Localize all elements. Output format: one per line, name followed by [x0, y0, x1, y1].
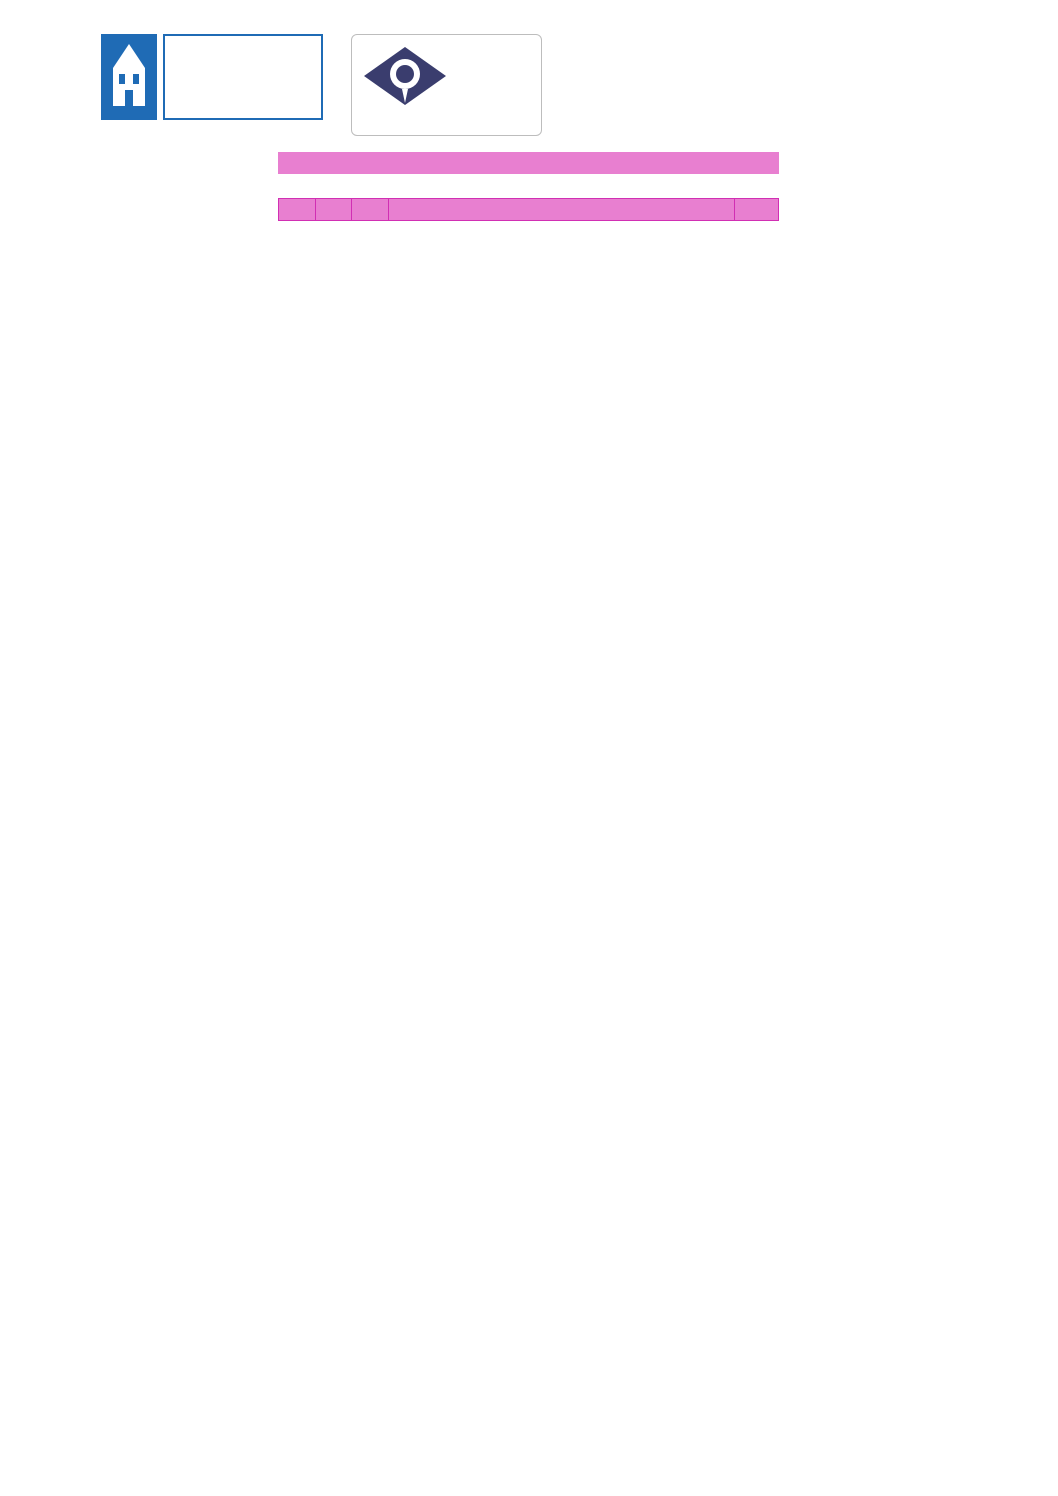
university-logo [101, 34, 326, 138]
header-sem [351, 198, 388, 221]
qaa-eye-icon [362, 45, 448, 107]
university-wordmark [163, 34, 323, 120]
header-ects [734, 198, 779, 221]
header-nr [278, 198, 315, 221]
university-emblem-icon [101, 34, 157, 120]
program-title [278, 152, 779, 174]
header-name [388, 198, 734, 221]
qaa-accreditation-badge [351, 34, 542, 136]
header-viti [315, 198, 351, 221]
table-header [278, 198, 779, 221]
